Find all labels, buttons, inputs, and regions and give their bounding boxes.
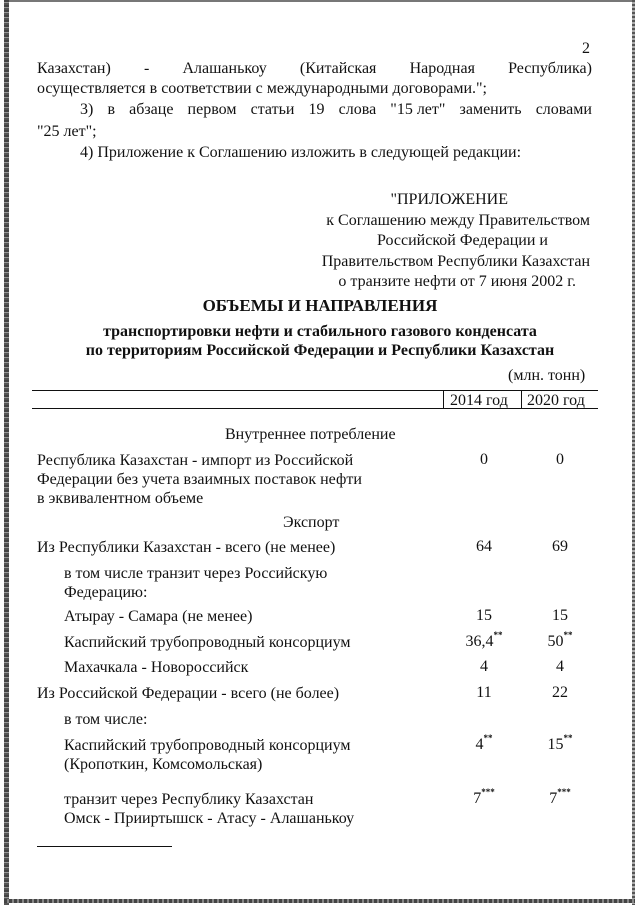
value-2020 (530, 787, 590, 808)
row-label: в том числе: (64, 711, 148, 728)
value-2020: 0 (556, 451, 564, 468)
table-top-rule (32, 390, 598, 391)
row-label: Махачкала - Новороссийск (64, 659, 249, 676)
value-2014 (454, 630, 514, 651)
value-2014: 11 (476, 684, 492, 701)
word: абзаце (129, 101, 174, 118)
subtitle-line-1: транспортировки нефти и стабильного газового конденсата (103, 323, 537, 340)
appendix-line: о транзите нефти от 7 июня 2002 г. (338, 273, 576, 290)
value-2014 (454, 787, 514, 808)
row-label: в том числе транзит через Российскую (64, 565, 328, 582)
value-text: 7 (473, 790, 482, 807)
row-label: (Кропоткин, Комсомольская) (64, 756, 263, 773)
value-2020: 4 (556, 658, 564, 675)
row-label: Каспийский трубопроводный консорциум (64, 737, 351, 754)
scan-border-top (4, 0, 635, 2)
word: Алашанькоу (182, 60, 267, 77)
intro-line-2: осуществляется в соответствии с международными договорами."; (37, 80, 487, 97)
appendix-heading: "ПРИЛОЖЕНИЕ (390, 191, 508, 208)
word: "15 лет" (390, 101, 446, 118)
footnote-mark: ** (563, 630, 573, 640)
value-2020: 15 (552, 607, 568, 624)
appendix-heading-block (300, 190, 590, 293)
value-2020: 69 (552, 538, 568, 555)
value-text: 7 (549, 790, 558, 807)
footnote-mark: ** (493, 630, 503, 640)
word: первом (187, 101, 237, 118)
appendix-line: Российской Федерации и (377, 232, 548, 249)
value-2020 (530, 733, 590, 754)
scan-border-bottom (4, 899, 635, 903)
word: 3) (80, 101, 94, 118)
value-2020: 22 (552, 684, 568, 701)
item3-line-2: "25 лет"; (37, 123, 97, 140)
value-2014 (454, 733, 514, 754)
value-2014: 4 (480, 658, 488, 675)
subtitle-line-2: по территориям Российской Федерации и Республики Казахстан (85, 342, 555, 359)
value-text: 15 (547, 736, 564, 753)
row-label: транзит через Республику Казахстан (64, 791, 314, 808)
word: статьи (250, 101, 295, 118)
word: в (107, 101, 115, 118)
footnote-mark: ** (563, 733, 573, 743)
footnote-mark: *** (557, 787, 571, 797)
row-label: Республика Казахстан - импорт из Российской (37, 452, 354, 469)
row-label: Омск - Прииртышск - Атасу - Алашанькоу (64, 810, 355, 827)
column-header-2020: 2020 год (527, 392, 585, 409)
footnote-mark: *** (481, 787, 495, 797)
appendix-line: Правительством Республики Казахстан (321, 252, 590, 270)
footnote-separator (37, 846, 172, 847)
value-2014: 0 (480, 451, 488, 468)
row-label: в эквивалентном объеме (37, 490, 204, 507)
row-label: Федерации без учета взаимных поставок нефти (37, 471, 362, 488)
word: 19 (308, 101, 325, 118)
value-text: 50 (547, 633, 564, 650)
word: Казахстан) (37, 60, 111, 77)
column-header-2014: 2014 год (450, 392, 508, 409)
value-2014: 15 (476, 607, 492, 624)
appendix-line: к Соглашению между Правительством (326, 211, 590, 229)
scan-border-left (4, 0, 9, 905)
section-export: Экспорт (283, 514, 340, 531)
row-label: Из Российской Федерации - всего (не более) (37, 685, 340, 702)
table-header-rule (32, 408, 598, 409)
scan-border-right (632, 0, 635, 905)
word: - (143, 60, 150, 77)
row-label: Федерацию: (64, 584, 148, 601)
row-label: Каспийский трубопроводный консорциум (64, 634, 351, 651)
value-2020 (530, 630, 590, 651)
word: (Китайская (299, 60, 377, 77)
unit-label: (млн. тонн) (508, 367, 586, 384)
row-label: Из Республики Казахстан - всего (не менее) (37, 539, 336, 556)
footnote-mark: ** (483, 733, 493, 743)
word: словами (535, 101, 592, 118)
word: заменить (459, 101, 522, 118)
item3-line-1 (80, 101, 592, 119)
row-label: Атырау - Самара (не менее) (64, 608, 253, 625)
item4-text: 4) Приложение к Соглашению изложить в следующей редакции: (80, 144, 522, 161)
page-number: 2 (582, 40, 590, 57)
column-divider (443, 390, 444, 409)
value-text: 36,4 (465, 633, 494, 650)
word: слова (338, 101, 377, 118)
intro-line-1 (37, 60, 592, 78)
column-divider (521, 390, 522, 409)
section-domestic: Внутреннее потребление (225, 426, 396, 443)
value-2014: 64 (476, 538, 492, 555)
value-text: 4 (475, 736, 484, 753)
word: Республика) (508, 60, 592, 77)
word: Народная (409, 60, 475, 77)
document-title: ОБЪЕМЫ И НАПРАВЛЕНИЯ (202, 296, 438, 315)
